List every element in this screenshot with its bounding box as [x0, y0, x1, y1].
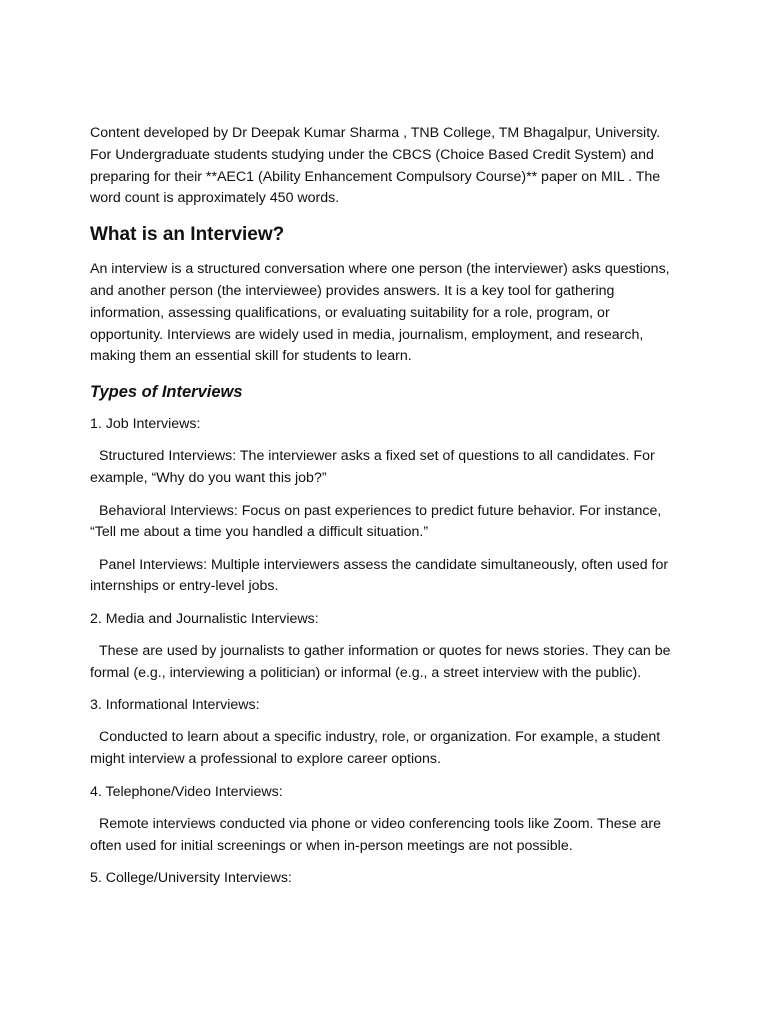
- type-paragraph-panel: Panel Interviews: Multiple interviewers assess the candidate simultaneously, often used for internships or entry-level jobs.: [90, 556, 669, 595]
- type-title-college: 5. College/University Interviews:: [90, 869, 292, 886]
- type-title-informational: 3. Informational Interviews:: [90, 697, 260, 714]
- type-paragraph-behavioral: Behavioral Interviews: Focus on past experiences to predict future behavior. For instance, “Tell me about a time you handled a difficult situation.”: [90, 502, 662, 541]
- types-heading: Types of Interviews: [90, 383, 243, 402]
- type-paragraph-telephone-video: Remote interviews conducted via phone or video conferencing tools like Zoom. These are often used for initial screenings or when in-person meetings are not possible.: [90, 815, 662, 854]
- intro-paragraph: Content developed by Dr Deepak Kumar Sharma , TNB College, TM Bhagalpur, University. For Undergraduate students studying under the CBCS (Choice Based Credit System) and preparing for their **AEC1 (Ability Enhancement Compulsory Course)** paper on MIL . The word count is approximately 450 words.: [90, 125, 661, 207]
- type-paragraph-structured: Structured Interviews: The interviewer asks a fixed set of questions to all candidates. For example, “Why do you want this job?”: [90, 448, 655, 487]
- type-paragraph-informational: Conducted to learn about a specific industry, role, or organization. For example, a student might interview a professional to explore career options.: [90, 729, 661, 768]
- document-content: [90, 123, 682, 900]
- type-title-telephone-video: 4. Telephone/Video Interviews:: [90, 783, 283, 800]
- type-title-media: 2. Media and Journalistic Interviews:: [90, 610, 319, 627]
- type-title-job: 1. Job Interviews:: [90, 416, 201, 433]
- definition-paragraph: An interview is a structured conversation where one person (the interviewer) asks questions, and another person (the interviewee) provides answers. It is a key tool for gathering information, assessing qualifications, or evaluating suitability for a role, program, or opportunity. Interviews are widely used in media, journalism, employment, and research, making them an essential skill for students to learn.: [90, 261, 670, 365]
- section-heading: What is an Interview?: [90, 224, 285, 246]
- type-paragraph-media: These are used by journalists to gather information or quotes for news stories. They can be formal (e.g., interviewing a politician) or informal (e.g., a street interview with the public).: [90, 643, 671, 681]
